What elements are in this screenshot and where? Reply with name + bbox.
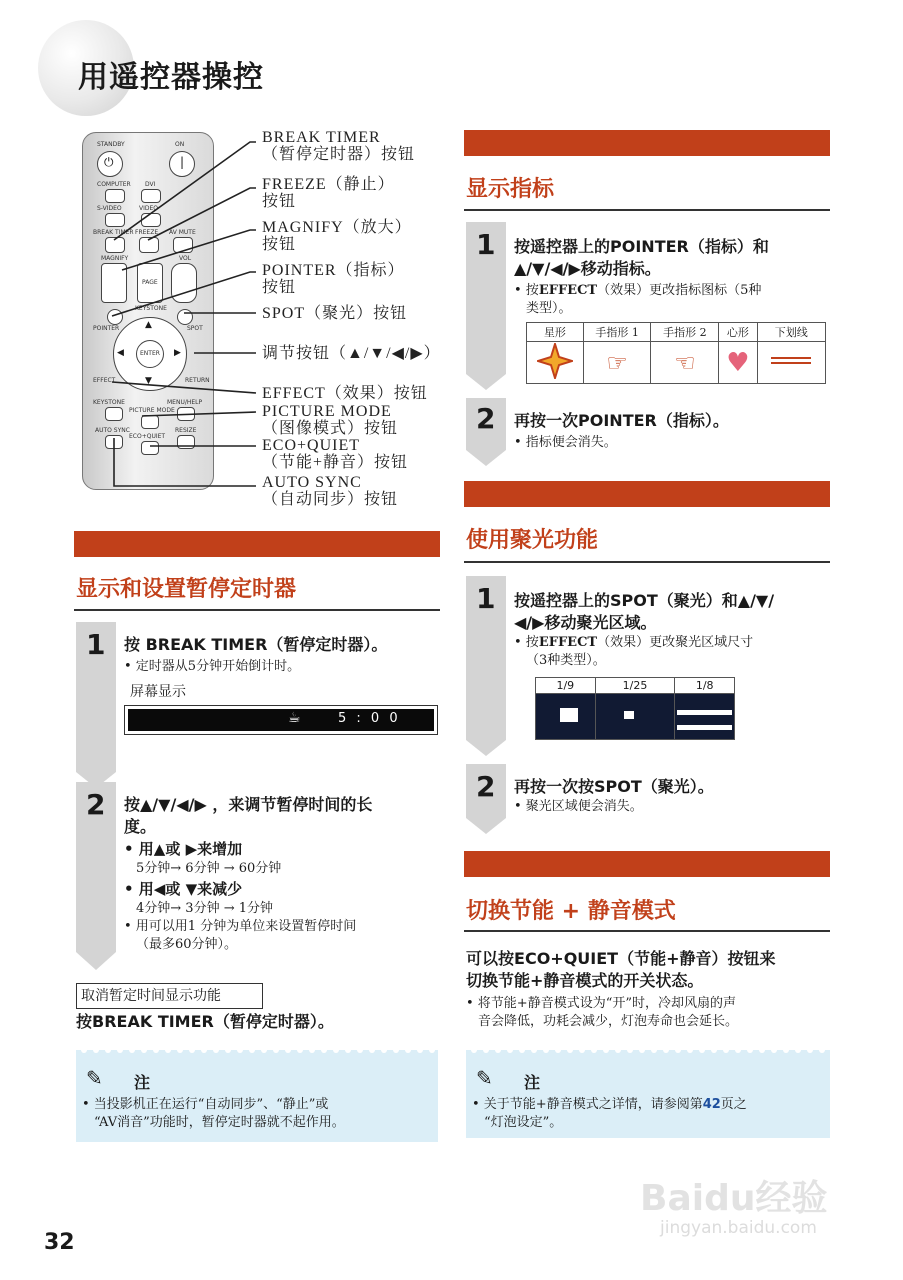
pointer-type-header: 手指形 1	[583, 323, 651, 342]
callout-pointer-l2: 按钮	[262, 279, 297, 296]
spot-size-header: 1/25	[595, 678, 675, 694]
callout-eco-quiet	[262, 437, 408, 471]
pointer-type-table	[526, 322, 826, 384]
spot-area	[677, 710, 732, 730]
text: 按	[124, 635, 146, 654]
text: • 按	[514, 635, 539, 650]
step-sub-text-l2: （3种类型）。	[526, 653, 606, 668]
key-name: POINTER	[578, 411, 657, 430]
eco-sub-l2: 音会降低，功耗会减少，灯泡寿命也会延长。	[478, 1014, 739, 1029]
on-icon: |	[180, 155, 185, 169]
remote-label-keystone-2: KEYSTONE	[93, 399, 125, 406]
step-sub-text: • 定时器从5分钟开始倒计时。	[124, 659, 301, 674]
text: • 按	[514, 283, 539, 298]
callout-picture-mode	[262, 403, 398, 437]
text: （聚光）和▲/▼/	[657, 591, 775, 610]
cancel-instruction	[76, 1011, 334, 1033]
timer-display	[128, 709, 434, 731]
star-pointer-cell	[527, 342, 584, 384]
step-main-text-l2: ▲/▼/◀/▶移动指标。	[514, 259, 661, 278]
down-arrow-icon: ▼	[145, 376, 152, 386]
callout-freeze-l1: FREEZE（静止）	[262, 176, 395, 193]
spot-1-25-preview	[595, 694, 675, 740]
right-arrow-icon: ▶	[174, 348, 181, 358]
remote-label-eco-quiet: ECO+QUIET	[129, 433, 166, 440]
text: 再按一次	[514, 411, 579, 430]
key-name: POINTER	[610, 237, 689, 256]
key-name: SPOT	[610, 591, 658, 610]
text: （聚光）。	[641, 777, 714, 796]
section-rule-break-timer	[74, 609, 440, 611]
step-main-text	[514, 410, 729, 432]
spot-size-table	[535, 677, 735, 740]
pointer-type-header: 手指形 2	[651, 323, 719, 342]
underline-pointer-icon	[769, 355, 813, 367]
cancel-display-label: 取消暂定时间显示功能	[76, 983, 263, 1009]
text: 按	[76, 1012, 93, 1031]
text: （节能+静音）按钮来	[618, 949, 776, 968]
callout-leader-lines	[0, 0, 903, 520]
callout-auto-sync	[262, 474, 398, 508]
finger-pointer-2-cell	[651, 342, 719, 384]
decrease-sequence: 4分钟→ 3分钟 → 1分钟	[136, 901, 273, 916]
section-title-break-timer: 显示和设置暂停定时器	[76, 577, 297, 602]
spot-area	[560, 708, 578, 722]
note-box-left	[76, 1050, 438, 1142]
callout-effect: EFFECT（效果）按钮	[262, 385, 428, 402]
callout-break-timer	[262, 129, 415, 163]
remote-label-magnify: MAGNIFY	[101, 255, 129, 262]
text: （指标）。	[656, 411, 729, 430]
screen-display-frame	[124, 705, 438, 735]
callout-freeze-l2: 按钮	[262, 193, 297, 210]
page-reference-link[interactable]: 42	[702, 1097, 721, 1112]
remote-label-standby: STANDBY	[97, 141, 125, 148]
step-number: 1	[476, 228, 496, 261]
remote-label-page: PAGE	[142, 279, 158, 286]
spot-1-9-preview	[536, 694, 596, 740]
remote-label-break-timer: BREAK TIMER	[93, 229, 134, 236]
remote-label-return: RETURN	[185, 377, 210, 384]
remote-label-pointer: POINTER	[93, 325, 120, 332]
step-main-text	[514, 776, 714, 798]
step-main-text-l1: 按▲/▼/◀/▶ ，来调节暂停时间的长	[124, 795, 373, 814]
star-pointer-icon	[537, 343, 573, 379]
callout-freeze	[262, 176, 395, 210]
text: 按遥控器上的	[514, 591, 611, 610]
step-main-text-l2: ◀/▶移动聚光区域。	[514, 613, 657, 632]
section-title-spot: 使用聚光功能	[466, 528, 599, 553]
callout-auto-sync-l2: （自动同步）按钮	[262, 491, 399, 508]
callout-eco-quiet-l2: （节能+静音）按钮	[262, 454, 409, 471]
key-name: ECO+QUIET	[514, 949, 619, 968]
step-number: 2	[476, 770, 496, 803]
spot-1-8-preview	[675, 694, 735, 740]
finger-pointer-1-cell	[583, 342, 651, 384]
remote-label-auto-sync: AUTO SYNC	[95, 427, 130, 434]
remote-label-resize: RESIZE	[175, 427, 197, 434]
remote-label-enter: ENTER	[140, 350, 160, 357]
callout-auto-sync-l1: AUTO SYNC	[262, 474, 362, 491]
key-name: SPOT	[594, 777, 642, 796]
callout-pointer	[262, 262, 405, 296]
timer-value: 5 : 0 0	[338, 711, 401, 726]
key-name: BREAK TIMER	[145, 635, 268, 654]
section-rule-spot	[464, 561, 830, 563]
callout-picture-mode-l2: （图像模式）按钮	[262, 420, 399, 437]
remote-label-picture-mode: PICTURE MODE	[129, 407, 175, 414]
increase-sequence: 5分钟→ 6分钟 → 60分钟	[136, 861, 282, 876]
note-box-right	[466, 1050, 830, 1138]
remote-label-vol: VOL	[179, 255, 192, 262]
note-text-l2: “灯泡设定”。	[484, 1115, 563, 1130]
step-main-text	[514, 590, 774, 612]
callout-break-timer-l2: （暂停定时器）按钮	[262, 146, 416, 163]
text: • 关于节能+静音模式之详情，请参阅第	[472, 1097, 703, 1112]
step-note-l1: • 用可以用1 分钟为单位来设置暂停时间	[124, 919, 357, 934]
finger-pointer-2-icon: ☜	[674, 348, 696, 377]
up-arrow-icon: ▲	[145, 320, 152, 330]
section-rule-pointer	[464, 209, 830, 211]
section-bar-pointer	[464, 130, 830, 156]
step-sub-text-l2: 类型）。	[526, 301, 572, 316]
text: （效果）更改聚光区域尺寸	[597, 635, 754, 650]
note-title: 注	[134, 1073, 151, 1092]
callout-magnify-l1: MAGNIFY（放大）	[262, 219, 412, 236]
decrease-title: • 用◀或 ▼来减少	[124, 880, 243, 898]
step-sub-text	[514, 282, 761, 300]
spot-size-header: 1/9	[536, 678, 596, 694]
step-number: 2	[86, 788, 106, 821]
callout-magnify	[262, 219, 412, 253]
eco-intro-l2: 切换节能+静音模式的开关状态。	[466, 971, 704, 990]
section-bar-break-timer	[74, 531, 440, 557]
spot-size-header: 1/8	[675, 678, 735, 694]
remote-label-on: ON	[175, 141, 185, 148]
text: （效果）更改指标图标（5种	[597, 283, 762, 298]
eco-intro	[466, 948, 776, 970]
note-perforation	[76, 1050, 438, 1058]
text: 页之	[720, 1097, 747, 1112]
page-number: 32	[44, 1230, 75, 1255]
remote-label-dvi: DVI	[145, 181, 156, 188]
text: 再按一次按	[514, 777, 595, 796]
key-name: EFFECT	[538, 283, 598, 298]
watermark-logo: Baidu经验	[640, 1178, 828, 1219]
section-bar-spot	[464, 481, 830, 507]
step-main-text	[514, 236, 769, 258]
callout-adjust: 调节按钮（▲/▼/◀/▶）	[262, 345, 441, 362]
text: （暂停定时器）。	[213, 1012, 334, 1031]
eco-sub-l1: • 将节能+静音模式设为“开”时，冷却风扇的声	[466, 996, 736, 1011]
heart-pointer-cell	[719, 342, 757, 384]
section-rule-eco	[464, 930, 830, 932]
note-title: 注	[524, 1073, 541, 1092]
remote-label-effect: EFFECT	[93, 377, 116, 384]
step-number: 2	[476, 402, 496, 435]
key-name: EFFECT	[538, 635, 598, 650]
increase-title: • 用▲或 ▶来增加	[124, 840, 243, 858]
callout-pointer-l1: POINTER（指标）	[262, 262, 405, 279]
step-main-text	[124, 634, 387, 656]
note-perforation	[466, 1050, 830, 1058]
remote-label-svideo: S-VIDEO	[97, 205, 122, 212]
step-main-text-l2: 度。	[124, 817, 157, 836]
section-title-eco: 切换节能 + 静音模式	[466, 899, 676, 924]
left-arrow-icon: ◀	[117, 348, 124, 358]
pointer-type-header: 星形	[527, 323, 584, 342]
step-note-l2: （最多60分钟）。	[136, 937, 238, 952]
pencil-icon: ✎	[476, 1066, 493, 1090]
callout-eco-quiet-l1: ECO+QUIET	[262, 437, 361, 454]
section-title-pointer: 显示指标	[466, 177, 555, 202]
underline-pointer-cell	[757, 342, 826, 384]
watermark-url: jingyan.baidu.com	[660, 1218, 817, 1238]
text: 按遥控器上的	[514, 237, 611, 256]
remote-label-menu-help: MENU/HELP	[167, 399, 203, 406]
text: 可以按	[466, 949, 515, 968]
remote-label-video: VIDEO	[139, 205, 159, 212]
page-title: 用遥控器操控	[78, 60, 264, 95]
step-number: 1	[86, 628, 106, 661]
note-text-l1: • 当投影机正在运行“自动同步”、“静止”或	[82, 1097, 329, 1112]
coffee-cup-icon: ☕	[288, 710, 301, 726]
heart-pointer-icon: ♥	[726, 347, 750, 378]
text: （暂停定时器）。	[267, 635, 388, 654]
callout-break-timer-l1: BREAK TIMER	[262, 129, 381, 146]
remote-label-spot: SPOT	[187, 325, 203, 332]
note-text-l2: “AV消音”功能时，暂停定时器就不起作用。	[94, 1115, 345, 1130]
step-sub-text	[514, 634, 753, 652]
section-bar-eco	[464, 851, 830, 877]
text: （指标）和	[688, 237, 769, 256]
step-number: 1	[476, 582, 496, 615]
callout-magnify-l2: 按钮	[262, 236, 297, 253]
step-sub-text: • 指标便会消失。	[514, 435, 617, 450]
finger-pointer-1-icon: ☞	[606, 348, 628, 377]
callout-picture-mode-l1: PICTURE MODE	[262, 403, 392, 420]
note-text-l1	[472, 1096, 747, 1114]
screen-display-label: 屏幕显示	[130, 684, 186, 700]
remote-label-computer: COMPUTER	[97, 181, 131, 188]
spot-area	[624, 711, 634, 719]
power-icon: ⏻	[104, 155, 114, 169]
pointer-type-header: 下划线	[757, 323, 826, 342]
callout-spot: SPOT（聚光）按钮	[262, 305, 408, 322]
remote-label-freeze: FREEZE	[135, 229, 159, 236]
pencil-icon: ✎	[86, 1066, 103, 1090]
step-sub-text: • 聚光区域便会消失。	[514, 799, 643, 814]
key-name: BREAK TIMER	[92, 1012, 214, 1031]
remote-label-av-mute: AV MUTE	[169, 229, 196, 236]
remote-label-keystone: KEYSTONE	[135, 305, 167, 312]
pointer-type-header: 心形	[719, 323, 757, 342]
